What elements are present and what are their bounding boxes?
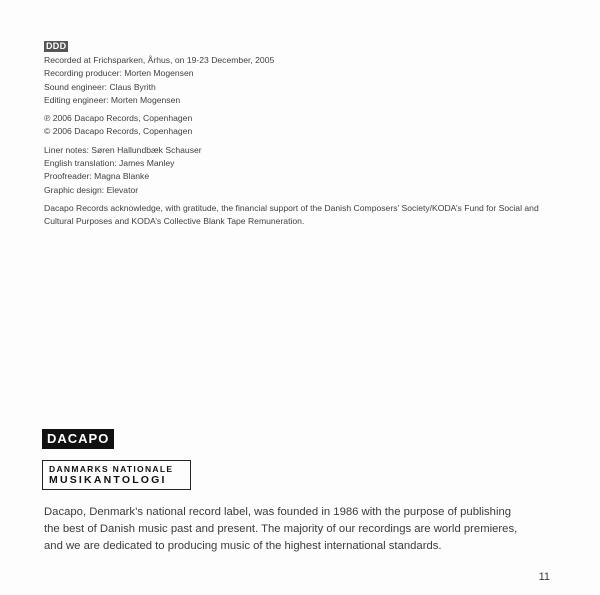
translation-credit: English translation: James Manley <box>44 158 175 169</box>
editing-engineer: Editing engineer: Morten Mogensen <box>44 94 181 105</box>
graphic-design-credit: Graphic design: Elevator <box>44 184 139 195</box>
page-number: 11 <box>538 571 550 583</box>
danmarks-nationale-musikantologi-logo <box>42 460 191 490</box>
dnm-logo-line2: MUSIKANTOLOGI <box>49 474 167 486</box>
acknowledgement: Dacapo Records acknowledge, with gratitude, the financial support of the Danish Composers’ Society/KODA’s Fund for Social and Cultural Purposes and KODA’s Collective Blank Tape Remuneration. <box>44 202 539 227</box>
ddd-badge: DDD <box>46 41 67 51</box>
copyright: © 2006 Dacapo Records, Copenhagen <box>44 126 193 137</box>
dnm-logo-line1: DANMARKS NATIONALE <box>49 464 174 474</box>
dacapo-logo: DACAPO <box>42 429 114 449</box>
about-line: the best of Danish music past and present. The majority of our recordings are world premieres, <box>44 523 518 535</box>
sound-engineer: Sound engineer: Claus Byrith <box>44 81 156 92</box>
recording-producer: Recording producer: Morten Mogensen <box>44 68 194 79</box>
recording-location: Recorded at Frichsparken, Århus, on 19-23 December, 2005 <box>44 55 275 65</box>
liner-notes-credit: Liner notes: Søren Hallundbæk Schauser <box>44 144 202 155</box>
phonographic-copyright: ℗ 2006 Dacapo Records, Copenhagen <box>44 113 193 124</box>
about-line: Dacapo, Denmark’s national record label, was founded in 1986 with the purpose of publishing <box>44 506 512 518</box>
proofreader-credit: Proofreader: Magna Blanke <box>44 171 150 182</box>
credits-block <box>44 40 564 229</box>
about-dacapo <box>44 504 544 555</box>
about-line: and we are dedicated to producing music of the highest international standards. <box>44 540 442 552</box>
